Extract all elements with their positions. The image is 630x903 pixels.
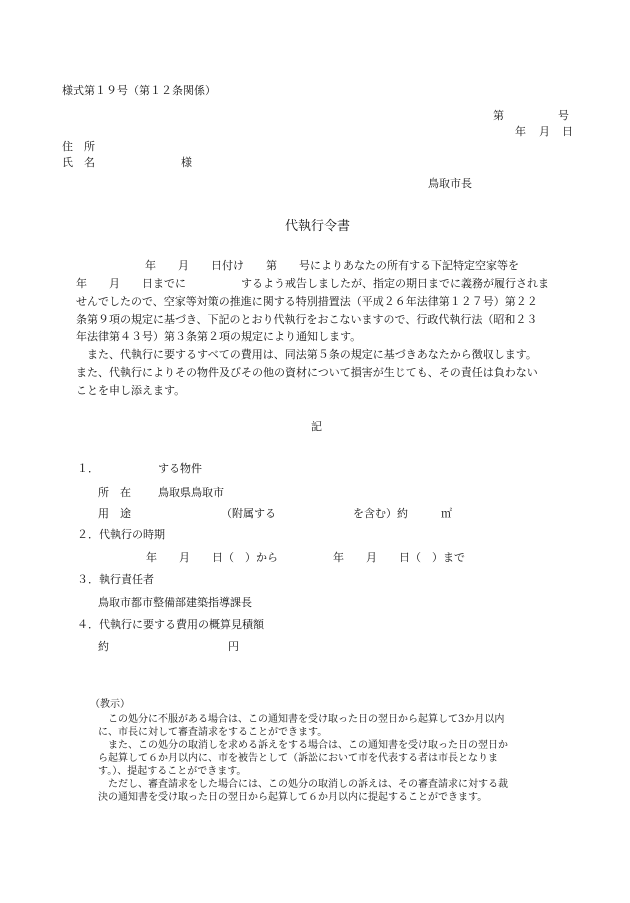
body-line: 条第９項の規定に基づき、下記のとおり代執行をおこないますので、行政代執行法（昭和２３ (76, 313, 538, 326)
notice-line: 決の通知書を受け取った日の翌日から起算して６か月以内に提起することができます。 (98, 792, 488, 803)
issuer: 鳥取市長 (428, 177, 472, 190)
location-label: 所 在 (98, 486, 131, 499)
item1-label: する物件 (158, 462, 202, 475)
body-line: 年 月 日までに するよう戒告しましたが、指定の期日までに義務が履行されま (76, 277, 549, 290)
location-value: 鳥取県鳥取市 (158, 486, 224, 499)
notice-line: また、この処分の取消しを求める訴えをする場合は、この通知書を受け取った日の翌日か (98, 740, 508, 751)
item3-value: 鳥取市都市整備部建築指導課長 (98, 596, 252, 609)
form-number-label: 様式第１９号（第１２条関係） (62, 84, 216, 97)
item4-yaku: 約 (98, 640, 109, 653)
notice-line: に、市長に対して審査請求をすることができます。 (98, 727, 328, 738)
ki-heading: 記 (311, 420, 322, 433)
document-number-prefix: 第 (493, 109, 504, 122)
body-line: また、代執行に要するすべての費用は、同法第５条の規定に基づきあなたから徴収します。 (76, 348, 537, 361)
body-line: 年法律第４３号）第３条第２項の規定により通知します。 (76, 330, 362, 343)
body-line: ことを申し添えます。 (76, 384, 186, 397)
notice-heading: （教示） (90, 699, 130, 710)
notice-line: す。）、提起することができます。 (98, 766, 247, 777)
item2-heading: ２．代執行の時期 (77, 528, 165, 541)
document-title: 代執行令書 (285, 219, 351, 234)
date-day: 日 (562, 125, 573, 138)
date-year: 年 (515, 125, 526, 138)
body-line: せんでしたので、空家等対策の推進に関する特別措置法（平成２６年法律第１２７号）第２２ (76, 295, 538, 308)
name-label: 氏 名 (62, 156, 95, 169)
notice-line: ただし、審査請求をした場合には、この処分の取消しの訴えは、その審査請求に対する裁 (98, 779, 508, 790)
item4-heading: ４．代執行に要する費用の概算見積額 (77, 618, 264, 631)
item4-en: 円 (228, 640, 239, 653)
notice-line: ら起算して６か月以内に、市を被告として（訴訟において市を代表する者は市長となりま (98, 753, 498, 764)
use-label: 用 途 (98, 507, 131, 520)
notice-line: この処分に不服がある場合は、この通知書を受け取った日の翌日から起算して3か月以内 (98, 714, 505, 725)
honorific: 様 (181, 156, 192, 169)
item1-number: １． (77, 462, 99, 475)
body-line: また、代執行によりその物件及びその他の資材について損害が生じても、その責任は負わない (76, 366, 538, 379)
use-value: （附属する を含む）約 ㎡ (221, 507, 452, 520)
body-line: 年 月 日付け 第 号によりあなたの所有する下記特定空家等を (145, 259, 519, 272)
document-number-suffix: 号 (558, 109, 569, 122)
item3-heading: ３．執行責任者 (77, 573, 154, 586)
date-month: 月 (539, 125, 550, 138)
address-label: 住 所 (62, 140, 95, 153)
item2-period: 年 月 日（ ）から 年 月 日（ ）まで (146, 551, 465, 564)
